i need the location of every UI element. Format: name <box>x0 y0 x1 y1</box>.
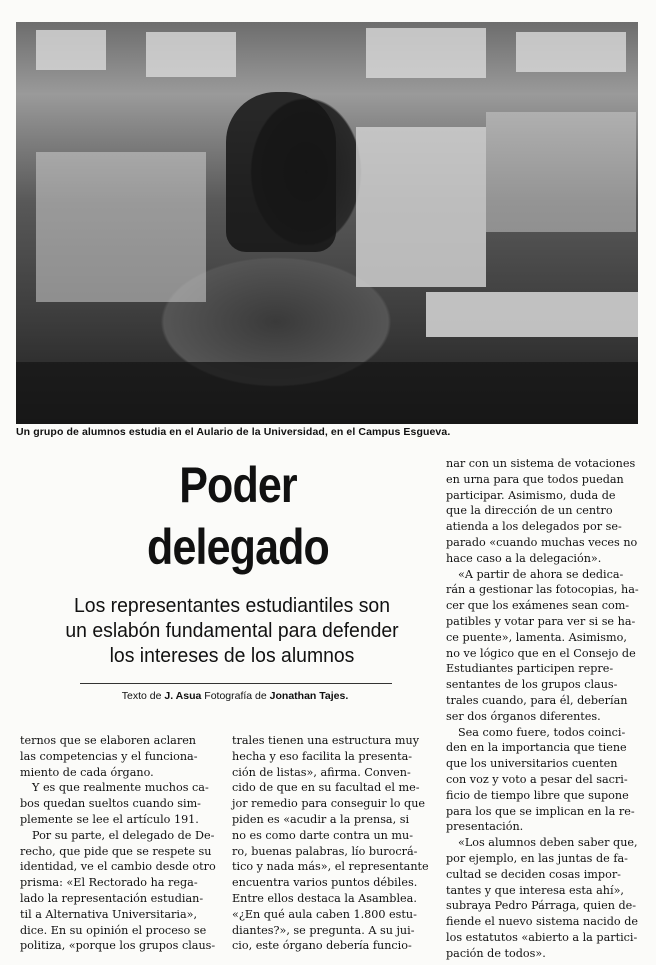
photo-caption: Un grupo de alumnos estudia en el Aulario de la Universidad, en el Campus Esgueva. <box>16 426 451 438</box>
text-line: que los universitarios cuenten <box>446 757 618 771</box>
text-line: miento de cada órgano. <box>20 765 154 779</box>
subtitle-line: los intereses de los alumnos <box>109 645 355 667</box>
text-line: Estudiantes participen repre- <box>446 662 614 676</box>
text-line: politiza, «porque los grupos claus- <box>20 939 216 953</box>
text-line: fiende el nuevo sistema nacido de <box>446 915 638 929</box>
subtitle <box>28 594 435 669</box>
article-column-2 <box>232 733 437 954</box>
text-line: recho, que pide que se respete su <box>20 844 212 858</box>
headline-line-1: Poder <box>179 457 297 513</box>
text-line: presentación. <box>446 820 524 834</box>
text-line: patibles y votar para ver si se ha- <box>446 614 636 628</box>
text-line: cultad se deciden cosas impor- <box>446 867 621 881</box>
text-line: «A partir de ahora se dedica- <box>458 567 624 581</box>
text-line: til a Alternativa Universitaria», <box>20 907 198 921</box>
text-line: piden es «acudir a la prensa, si <box>232 812 410 826</box>
text-line: identidad, ve el cambio desde otro <box>20 860 216 874</box>
text-line: den en la importancia que tiene <box>446 741 627 755</box>
text-line: diantes?», se pregunta. A su jui- <box>232 923 415 937</box>
text-line: encuentra varios puntos débiles. <box>232 876 418 890</box>
text-line: nar con un sistema de votaciones <box>446 457 636 470</box>
text-line: participar. Asimismo, duda de <box>446 488 616 502</box>
text-line: cio, este órgano debería funcio- <box>232 939 412 953</box>
byline-author: J. Asua <box>164 690 202 702</box>
text-line: tico y nada más», el representante <box>232 860 429 874</box>
text-line: prisma: «El Rectorado ha rega- <box>20 876 198 890</box>
text-line: Por su parte, el delegado de De- <box>32 828 215 842</box>
text-line: trales cuando, para él, deberían <box>446 693 628 707</box>
text-line: los estatutos «abierto a la partici- <box>446 930 638 944</box>
text-line: hace caso a la delegación». <box>446 551 602 565</box>
text-line: rán a gestionar las fotocopias, ha- <box>446 583 639 597</box>
headline-line-2: delegado <box>147 519 329 575</box>
text-line: cido de que en su facultad el me- <box>232 781 420 795</box>
text-line: en urna para que todos puedan <box>446 472 624 486</box>
text-line: trales tienen una estructura muy <box>232 734 420 747</box>
text-line: atienda a los delegados por se- <box>446 520 622 534</box>
text-line: «Los alumnos deben saber que, <box>458 836 638 850</box>
text-line: Entre ellos destaca la Asamblea. <box>232 891 417 905</box>
text-line: lado la representación estudian- <box>20 891 204 905</box>
byline-photo-prefix: Fotografía de <box>201 690 270 702</box>
text-line: «¿En qué aula caben 1.800 estu- <box>232 907 417 921</box>
text-line: dice. En su opinión el proceso se <box>20 923 207 937</box>
subtitle-line: Los representantes estudiantiles son <box>73 595 390 617</box>
text-line: no es como darte contra un mu- <box>232 828 414 842</box>
text-line: ción de listas», afirma. Conven- <box>232 765 411 779</box>
text-line: por ejemplo, en las juntas de fa- <box>446 851 628 865</box>
byline <box>20 690 450 702</box>
text-line: sentantes de los grupos claus- <box>446 678 618 692</box>
text-line: no ve lógico que en el Consejo de <box>446 646 636 660</box>
subtitle-line: un eslabón fundamental para defender <box>65 620 399 642</box>
text-line: Sea como fuere, todos coinci- <box>458 725 626 739</box>
text-line: parado «cuando muchas veces no <box>446 535 638 549</box>
text-line: tantes y que interesa esta ahí», <box>446 883 624 897</box>
text-line: pación de todos». <box>446 946 546 960</box>
text-line: para los que se implican en la re- <box>446 804 635 818</box>
text-line: hecha y eso facilita la presenta- <box>232 749 413 763</box>
text-line: las competencias y el funciona- <box>20 749 198 763</box>
text-line: Y es que realmente muchos ca- <box>32 781 209 795</box>
article-column-3 <box>446 456 642 962</box>
text-line: plemente se lee el artículo 191. <box>20 812 199 826</box>
text-line: con voz y voto a pesar del sacri- <box>446 772 628 786</box>
text-line: ser dos órganos diferentes. <box>446 709 601 723</box>
byline-photographer: Jonathan Tajes. <box>269 690 349 702</box>
text-line: cer que los exámenes sean com- <box>446 599 630 613</box>
text-line: bos quedan sueltos cuando sim- <box>20 797 201 811</box>
byline-text-prefix: Texto de <box>121 690 165 702</box>
text-line: ro, buenas palabras, lío burocrá- <box>232 844 418 858</box>
text-line: ternos que se elaboren aclaren <box>20 734 197 747</box>
text-line: que la dirección de un centro <box>446 504 613 518</box>
text-line: subraya Pedro Párraga, quien de- <box>446 899 637 913</box>
article-column-1 <box>20 733 220 954</box>
article-photo <box>16 22 638 424</box>
divider <box>80 683 392 684</box>
text-line: ce puente», lamenta. Asimismo, <box>446 630 627 644</box>
text-line: ficio de tiempo libre que supone <box>446 788 629 802</box>
text-line: jor remedio para conseguir lo que <box>232 797 426 811</box>
